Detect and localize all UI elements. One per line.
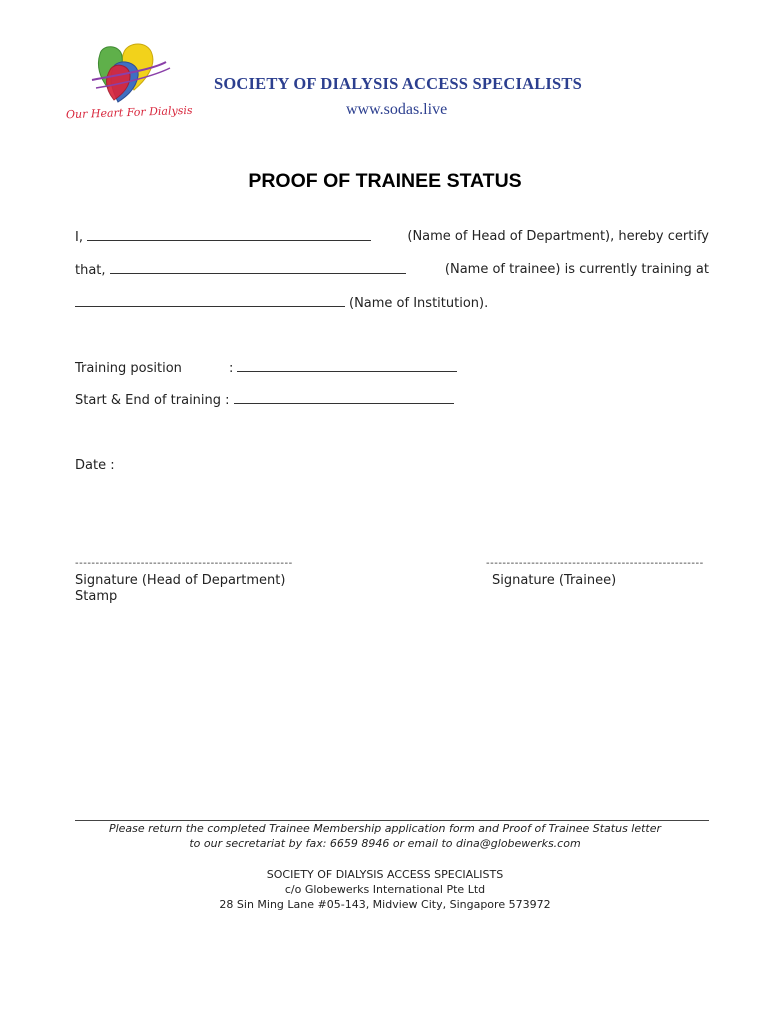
certify-line-3 — [75, 295, 709, 311]
certify-line-2-prefix: that, — [75, 262, 410, 278]
footer-org-name: SOCIETY OF DIALYSIS ACCESS SPECIALISTS — [266, 868, 504, 881]
logo-tagline: Our Heart For Dialysis — [65, 103, 193, 122]
footer-divider — [75, 820, 709, 821]
footer-address-line-2: 28 Sin Ming Lane #05-143, Midview City, Singapore 573972 — [219, 898, 551, 911]
training-position-row — [75, 360, 461, 376]
training-position-label: Training position — [75, 361, 182, 376]
certify-line-2 — [75, 262, 709, 278]
certify-line-2-suffix: (Name of trainee) is currently training at — [444, 262, 709, 277]
signature-trainee-label: Signature (Trainee) — [492, 573, 617, 588]
head-of-department-blank[interactable] — [87, 229, 371, 241]
stamp-label: Stamp — [75, 589, 118, 604]
start-end-training-label: Start & End of training : — [75, 393, 230, 408]
trainee-name-blank[interactable] — [110, 262, 406, 274]
page-title: PROOF OF TRAINEE STATUS — [248, 170, 522, 192]
website-link[interactable]: www.sodas.live — [346, 101, 448, 118]
org-name: SOCIETY OF DIALYSIS ACCESS SPECIALISTS — [214, 74, 582, 93]
institution-blank[interactable] — [75, 295, 345, 307]
footer-note-line-2: to our secretariat by fax: 6659 8946 or email to dina@globewerks.com — [189, 837, 581, 850]
society-logo — [62, 40, 204, 132]
certify-line-3-suffix: (Name of Institution). — [349, 296, 489, 311]
footer-address-line-1: c/o Globewerks International Pte Ltd — [284, 883, 486, 896]
footer-note-line-1: Please return the completed Trainee Membership application form and Proof of Trainee Status letter — [108, 822, 662, 835]
signature-head-label: Signature (Head of Department) — [75, 573, 286, 588]
certify-line-1 — [75, 229, 709, 245]
date-label: Date : — [75, 458, 115, 473]
training-position-blank[interactable] — [237, 360, 457, 372]
signature-line-head[interactable]: ----------------------------------------------------- — [75, 558, 293, 569]
signature-line-trainee[interactable]: ----------------------------------------------------- — [486, 558, 704, 569]
start-end-training-row — [75, 392, 458, 408]
training-position-colon: : — [229, 361, 234, 376]
date-row — [75, 458, 115, 473]
certify-line-1-prefix: I, — [75, 229, 375, 245]
certify-line-1-suffix: (Name of Head of Department), hereby certify — [407, 229, 709, 244]
start-end-training-blank[interactable] — [234, 392, 454, 404]
